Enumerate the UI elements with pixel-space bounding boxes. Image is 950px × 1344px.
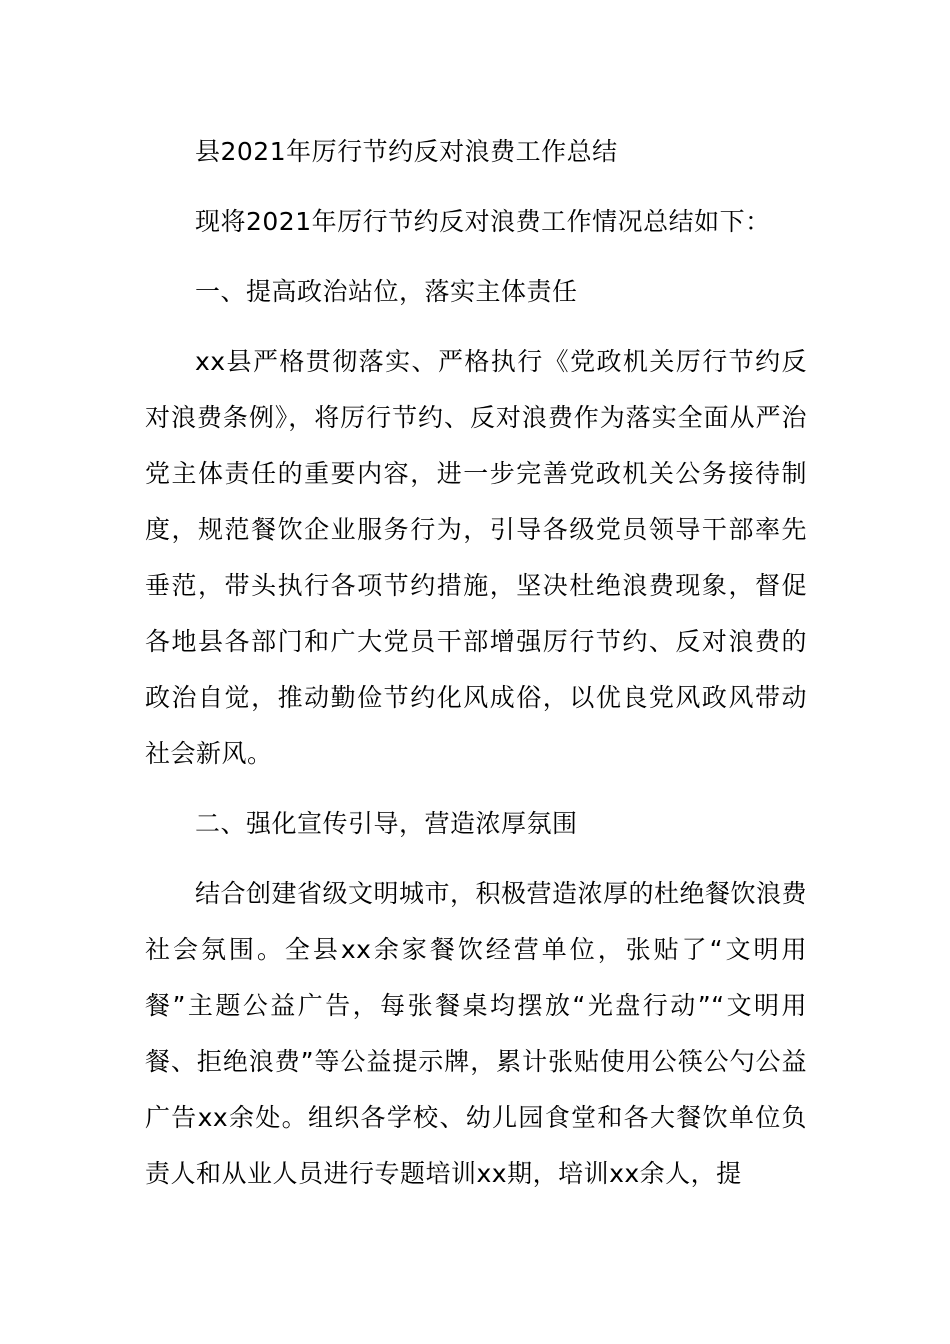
document-title: 县2021年厉行节约反对浪费工作总结 xyxy=(195,137,618,166)
section-1-heading: 一、提高政治站位，落实主体责任 xyxy=(195,277,578,306)
section-2-body: 结合创建省级文明城市，积极营造浓厚的杜绝餐饮浪费社会氛围。全县xx余家餐饮经营单位，张贴了“文明用餐”主题公益广告，每张餐桌均摆放“光盘行动”“文明用餐、拒绝浪费”等公益提示牌，累计张贴使用公筷公勺公益广告xx余处。组织各学校、幼儿园食堂和各大餐饮单位负责人和从业人员进行专题培训xx期，培训xx余人，提 xyxy=(145,879,808,1188)
intro-paragraph: 现将2021年厉行节约反对浪费工作情况总结如下： xyxy=(195,207,771,236)
section-1-body: xx县严格贯彻落实、严格执行《党政机关厉行节约反对浪费条例》，将厉行节约、反对浪费作为落实全面从严治党主体责任的重要内容，进一步完善党政机关公务接待制度，规范餐饮企业服务行为，引导各级党员领导干部率先垂范，带头执行各项节约措施，坚决杜绝浪费现象，督促各地县各部门和广大党员干部增强厉行节约、反对浪费的政治自觉，推动勤俭节约化风成俗，以优良党风政风带动社会新风。 xyxy=(145,347,807,768)
section-2-heading: 二、强化宣传引导，营造浓厚氛围 xyxy=(195,809,578,838)
document-body xyxy=(145,124,807,1202)
